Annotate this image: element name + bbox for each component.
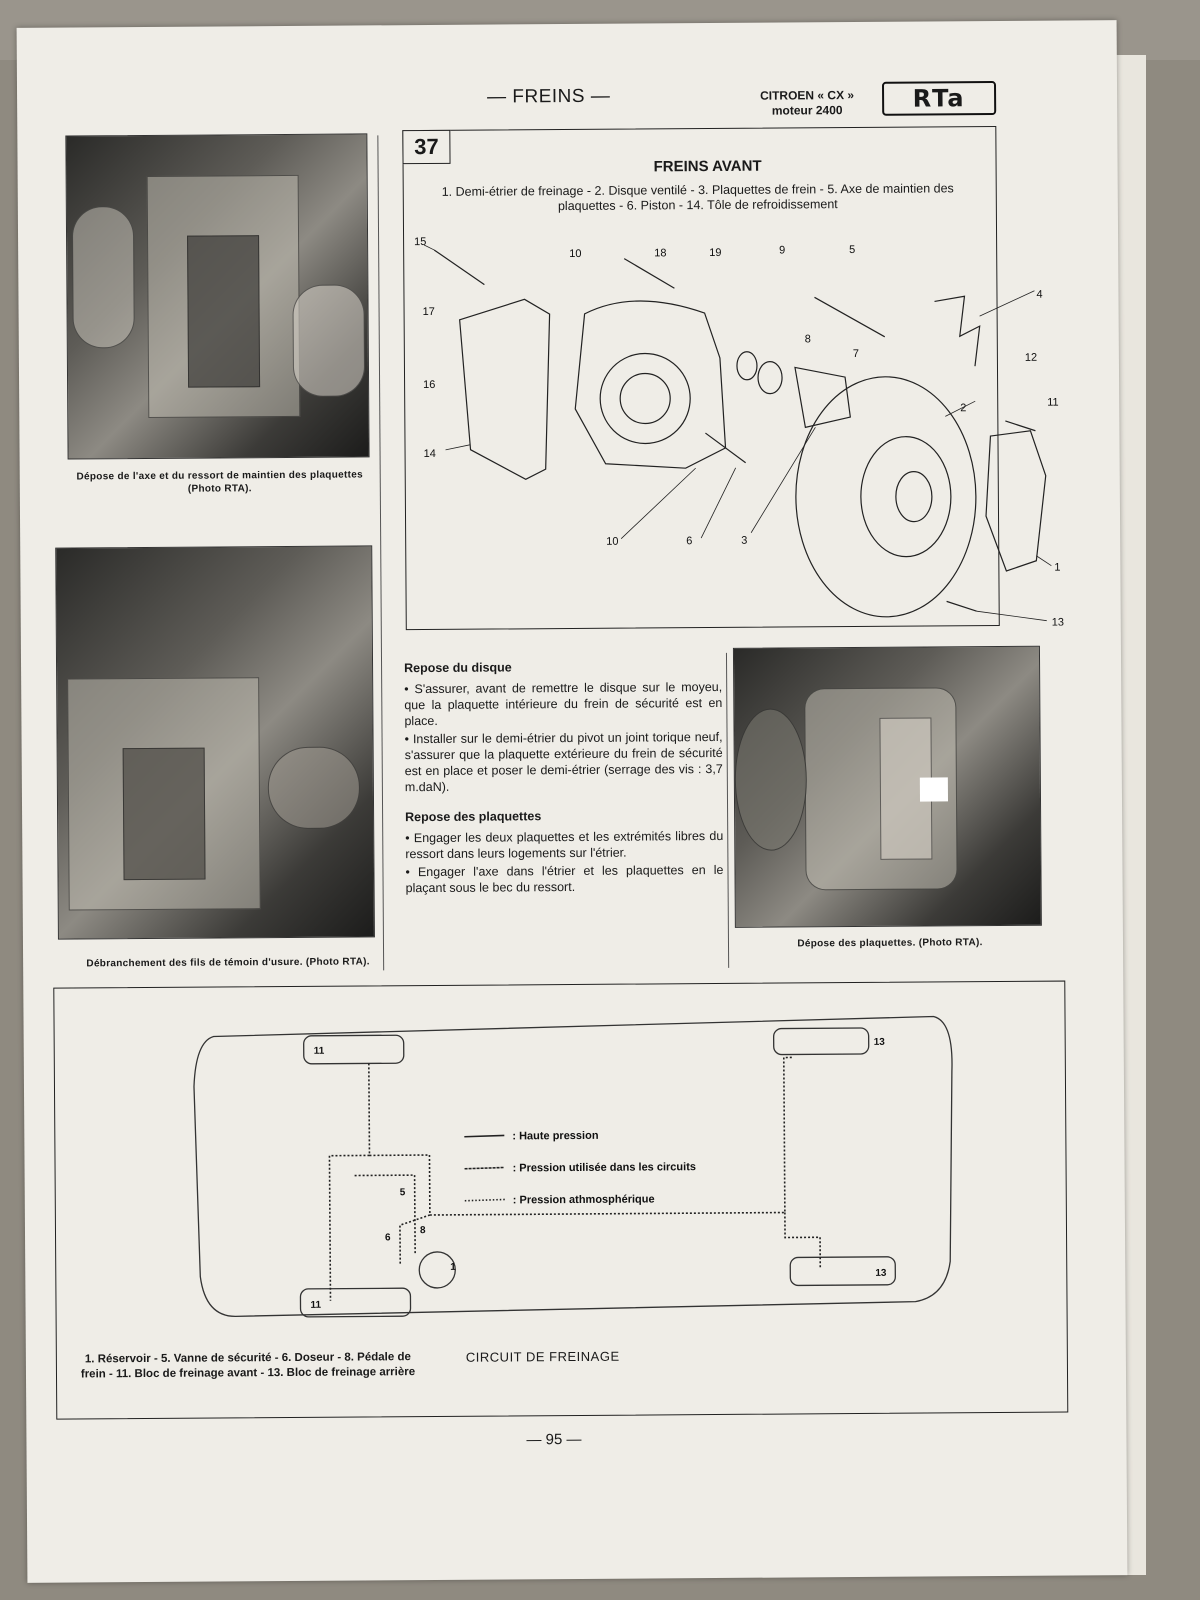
- photo-arm-shape: [268, 746, 361, 829]
- column-divider: [377, 135, 384, 970]
- callout-9: 9: [779, 244, 786, 257]
- callout-6: 6: [686, 535, 693, 548]
- callout-4: 4: [1036, 288, 1043, 301]
- callout-3: 3: [741, 534, 748, 547]
- callout-16: 16: [423, 378, 436, 392]
- paragraph: • Installer sur le demi-étrier du pivot un joint torique neuf, s'assurer que la plaquette extérieure du frein de sécurité est en place et poser le demi-étrier (serrage des vis : 3,7 m.daN).: [404, 729, 723, 795]
- circuit-label-11-top: 11: [313, 1045, 325, 1057]
- photo-hand-shape-left: [72, 206, 135, 348]
- callout-2: 2: [960, 402, 967, 415]
- callout-19: 19: [709, 246, 722, 260]
- brake-circuit-diagram: [173, 1011, 965, 1337]
- callout-15: 15: [414, 236, 427, 249]
- callout-13: 13: [1051, 616, 1065, 629]
- pin-10-top: [624, 258, 674, 288]
- circuit-label-8: 8: [419, 1225, 426, 1237]
- paragraph: • S'assurer, avant de remettre le disque sur le moyeu, que la plaquette intérieure du frein de sécurité est en place.: [404, 679, 723, 729]
- callout-5: 5: [849, 244, 856, 257]
- leader-6: [701, 468, 736, 538]
- car-model-line2: moteur 2400: [771, 103, 843, 118]
- legend-used-pressure: : Pression utilisée dans les circuits: [512, 1161, 697, 1175]
- circuit-line-valve: [355, 1175, 416, 1255]
- callout-8: 8: [804, 333, 811, 346]
- brake-exploded-diagram: [404, 216, 1067, 631]
- procedure-text: [404, 658, 724, 898]
- circuit-label-13-bottom: 13: [875, 1267, 887, 1279]
- circuit-label-11-bottom: 11: [310, 1299, 322, 1311]
- hub-inner-circle: [620, 373, 670, 423]
- pin-10-bottom: [705, 433, 745, 463]
- photo-pad-shape: [123, 748, 206, 881]
- leader-3: [750, 427, 816, 532]
- rear-brake-block-top: [774, 1028, 869, 1055]
- rta-logo: RTa: [882, 81, 996, 116]
- seal-ring-8: [737, 352, 757, 380]
- figure-legend: 1. Demi-étrier de freinage - 2. Disque ventilé - 3. Plaquettes de frein - 5. Axe de maintien des plaquettes - 6. Piston - 14. Tôle de refroidissement: [441, 181, 954, 214]
- half-caliper-shape: [985, 431, 1046, 571]
- callout-7: 7: [852, 347, 860, 361]
- brake-disc-inner: [860, 436, 951, 557]
- callout-17: 17: [422, 305, 435, 319]
- section-heading-pads: Repose des plaquettes: [405, 809, 542, 825]
- circuit-line-front-top: [329, 1063, 371, 1300]
- bolt-11: [1005, 421, 1035, 431]
- text-divider: [726, 653, 729, 968]
- car-model: [747, 88, 867, 119]
- circuit-label-1: 1: [450, 1261, 456, 1273]
- bolt-15: [434, 250, 484, 285]
- figure-number: 37: [402, 130, 450, 164]
- legend-swatch-atmo: [465, 1199, 505, 1200]
- circuit-title: CIRCUIT DE FREINAGE: [465, 1348, 620, 1365]
- legend-swatch-used: [465, 1167, 505, 1168]
- callout-1: 1: [1054, 561, 1061, 574]
- callout-14: 14: [423, 447, 436, 461]
- hub-circle: [600, 353, 691, 444]
- legend-swatch-high: [464, 1135, 504, 1136]
- circuit-label-5: 5: [399, 1187, 406, 1199]
- brake-disc-center: [896, 471, 932, 521]
- paragraph: • Engager les deux plaquettes et les extrémités libres du ressort dans leurs logements sur l'étrier.: [405, 828, 724, 862]
- photo-caption-1: Dépose de l'axe et du ressort de maintien des plaquettes (Photo RTA).: [76, 469, 363, 495]
- leader-14: [446, 445, 471, 450]
- photo-hub-shape: [734, 708, 807, 850]
- page-number: — 95 —: [526, 1430, 582, 1449]
- cooling-plate-shape: [459, 299, 550, 480]
- photo-pad-removal: [733, 646, 1042, 928]
- bolt-13: [947, 601, 977, 611]
- circuit-line-rear-bottom: [785, 1212, 820, 1267]
- spring-shape: [934, 296, 979, 366]
- brake-disc-outer: [795, 376, 977, 617]
- paragraph: • Engager l'axe dans l'étrier et les plaquettes en le plaçant sous le bec du ressort.: [405, 862, 724, 896]
- callout-11: 11: [1047, 396, 1059, 409]
- leader-13: [977, 611, 1047, 621]
- section-title: — FREINS —: [487, 85, 611, 108]
- leader-10b: [621, 468, 696, 539]
- callout-18: 18: [654, 247, 667, 260]
- photo-pin-removal: [65, 133, 369, 459]
- photo-pad-shape: [187, 235, 260, 387]
- photo-hand-shape: [292, 284, 365, 396]
- legend-atmospheric-pressure: : Pression athmosphérique: [512, 1193, 655, 1207]
- callout-10: 10: [569, 247, 582, 261]
- section-heading-disc: Repose du disque: [404, 660, 512, 676]
- photo-caption-3: Dépose des plaquettes. (Photo RTA).: [797, 937, 983, 950]
- car-model-line1: CITROEN « CX »: [760, 88, 855, 103]
- callout-12: 12: [1024, 351, 1038, 364]
- circuit-label-6: 6: [385, 1232, 391, 1244]
- seal-ring-7: [758, 362, 782, 394]
- leader-1: [1036, 556, 1051, 566]
- axis-5: [814, 297, 884, 337]
- photo-wear-wires: [55, 545, 375, 939]
- photo-arrow-shape: [920, 777, 948, 801]
- callout-10-bottom: 10: [606, 535, 619, 548]
- brake-pad-shape: [795, 367, 850, 427]
- legend-high-pressure: : Haute pression: [512, 1129, 599, 1143]
- circuit-line-front-bottom: [369, 1155, 430, 1265]
- figure-title: FREINS AVANT: [653, 157, 762, 176]
- circuit-label-13-top: 13: [873, 1036, 885, 1048]
- circuit-caption: 1. Réservoir - 5. Vanne de sécurité - 6. Doseur - 8. Pédale de frein - 11. Bloc de freinage avant - 13. Bloc de freinage arrière: [80, 1351, 416, 1381]
- photo-caption-2: Débranchement des fils de témoin d'usure. (Photo RTA).: [86, 956, 370, 970]
- manual-page: [17, 20, 1128, 1583]
- leader-4: [979, 291, 1034, 316]
